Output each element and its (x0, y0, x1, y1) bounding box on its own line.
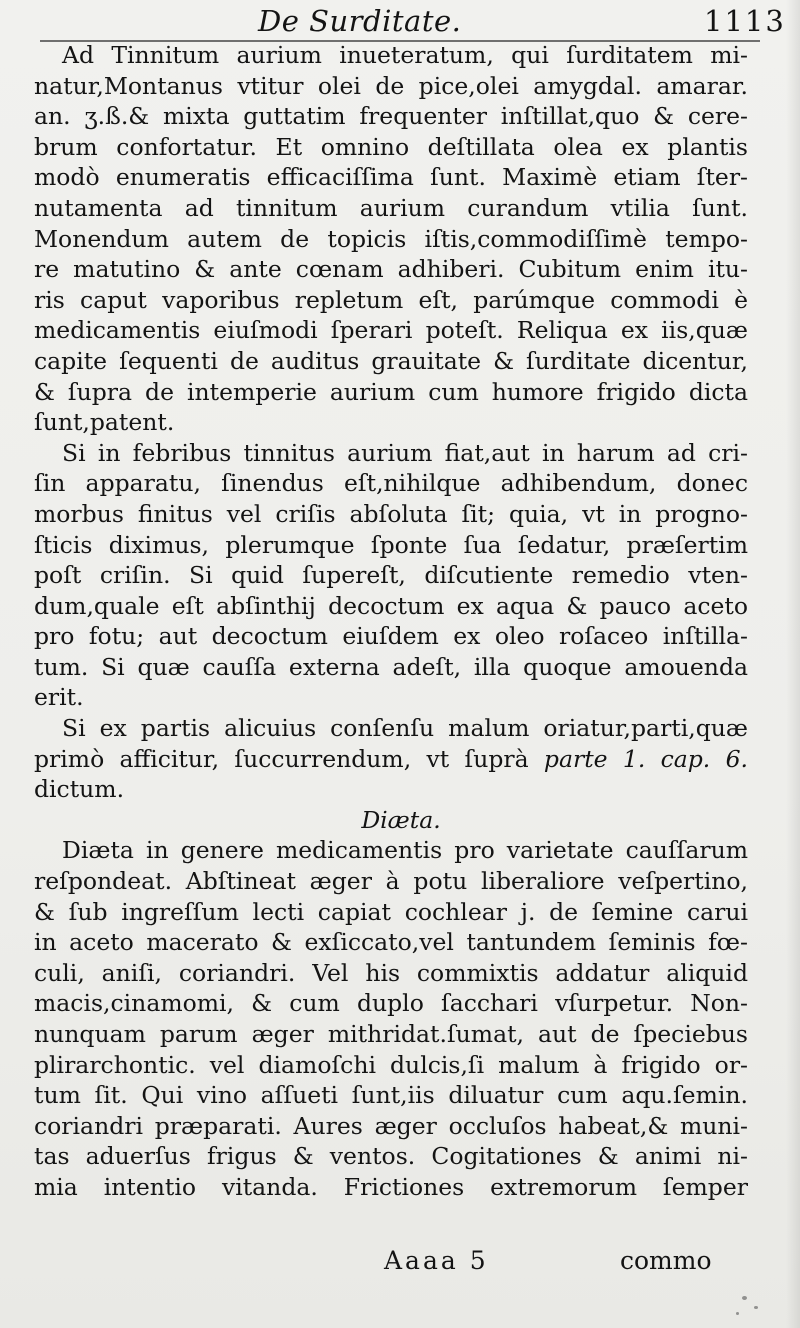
running-title: De Surditate. (258, 4, 462, 38)
text-line: & ſupra de intemperie aurium cum humore frigido dicta (34, 377, 748, 406)
text-line: Ad Tinnitum aurium inueteratum, qui ſurditatem mi- (62, 41, 748, 69)
ink-speck (742, 1296, 747, 1300)
text-line: ſticis diximus, plerumque ſponte ſua ſedatur, præſertim (34, 530, 748, 559)
page-edge-shadow (786, 0, 800, 1328)
text-line: Diæta in genere medicamentis pro varietate cauſſarum (62, 836, 748, 865)
text-line: & ſub ingreſſum lecti capiat cochlear j. de ſemine carui (34, 897, 748, 926)
text-line: mia intentio vitanda. Frictiones extremorum ſemper (34, 1172, 748, 1201)
text-line: plirarchontic. vel diamoſchi dulcis,ſi malum à frigido or- (34, 1050, 748, 1079)
signature-mark: Aaaa 5 (384, 1246, 489, 1275)
text-line: Si ex partis alicuius conſenſu malum oriatur,parti,quæ (62, 714, 748, 743)
text-line: ſunt,patent. (34, 408, 175, 437)
text-line: dum,quale eſt abſinthij decoctum ex aqua & pauco aceto (34, 591, 748, 620)
text-line: tum ſit. Qui vino aſſueti ſunt,iis diluatur cum aqu.ſemin. (34, 1081, 748, 1110)
text-line: re matutino & ante cœnam adhiberi. Cubitum enim itu- (34, 255, 748, 284)
text-line (34, 744, 748, 775)
text-line: natur,Montanus vtitur olei de pice,olei amygdal. amarar. (34, 71, 748, 100)
paragraph-consensu (34, 713, 748, 805)
text-line: coriandri præparati. Aures æger occluſos habeat,& muni- (34, 1111, 748, 1140)
text-line: capite ſequenti de auditus grauitate & ſurditate dicentur, (34, 346, 748, 375)
text-line: poſt criſin. Si quid ſupereſt, diſcutiente remedio vten- (34, 561, 748, 590)
text-line: dictum. (34, 775, 125, 804)
text-line: nunquam parum æger mithridat.ſumat, aut de ſpeciebus (34, 1020, 748, 1048)
ink-speck (754, 1306, 758, 1309)
text-line: reſpondeat. Abſtineat æger à potu liberaliore veſpertino, (34, 867, 748, 896)
text-line: pro fotu; aut decoctum eiuſdem ex oleo roſaceo inſtilla- (34, 622, 748, 651)
text-line: Monendum autem de topicis iſtis,commodiſſimè tempo- (34, 224, 748, 253)
text-line: medicamentis eiuſmodi ſperari poteſt. Reliqua ex iis,quæ (34, 316, 748, 345)
text-line: Si in febribus tinnitus aurium fiat,aut in harum ad cri- (62, 438, 748, 467)
paragraph-febribus (34, 438, 748, 713)
cross-reference: parte 1. cap. 6. (543, 744, 748, 773)
paragraph-diaeta (34, 835, 748, 1202)
text-line: erit. (34, 683, 84, 712)
text-line: modò enumeratis efficaciſſima ſunt. Maximè etiam ſter- (34, 163, 748, 192)
text-line: an. ʒ.ß.& mixta guttatim frequenter inſtillat,quo & cere- (34, 102, 748, 131)
page-footer (0, 1246, 800, 1280)
running-head (0, 4, 800, 40)
paragraph-tinnitus-inveteratus (34, 40, 748, 438)
catchword: commo (620, 1246, 712, 1275)
text-line: morbus finitus vel criſis abſoluta ſit; quia, vt in progno- (34, 499, 748, 528)
text-line: in aceto macerato & exſiccato,vel tantundem ſeminis fœ- (34, 928, 748, 957)
page-number: 1113 (704, 4, 786, 38)
ink-speck (736, 1312, 739, 1315)
text-line: tum. Si quæ cauſſa externa adeſt, illa quoque amouenda (34, 652, 748, 681)
text-line: culi, aniſi, coriandri. Vel his commixtis addatur aliquid (34, 958, 748, 987)
section-heading: Diæta. (361, 805, 441, 834)
text-line: ſin apparatu, ſinendus eſt,nihilque adhibendum, donec (34, 469, 748, 498)
text-line: tas aduerſus frigus & ventos. Cogitationes & animi ni- (34, 1142, 748, 1171)
text-body (34, 40, 748, 1203)
text-line: macis,cinamomi, & cum duplo ſacchari vſurpetur. Non- (34, 989, 748, 1018)
text-line: nutamenta ad tinnitum aurium curandum vtilia ſunt. (34, 193, 748, 222)
text-fragment: primò afficitur, ſuccurrendum, vt ſuprà (34, 744, 544, 773)
text-line: ris caput vaporibus repletum eſt, parúmque commodi è (34, 285, 748, 314)
text-line: brum confortatur. Et omnino deſtillata olea ex plantis (34, 132, 748, 161)
